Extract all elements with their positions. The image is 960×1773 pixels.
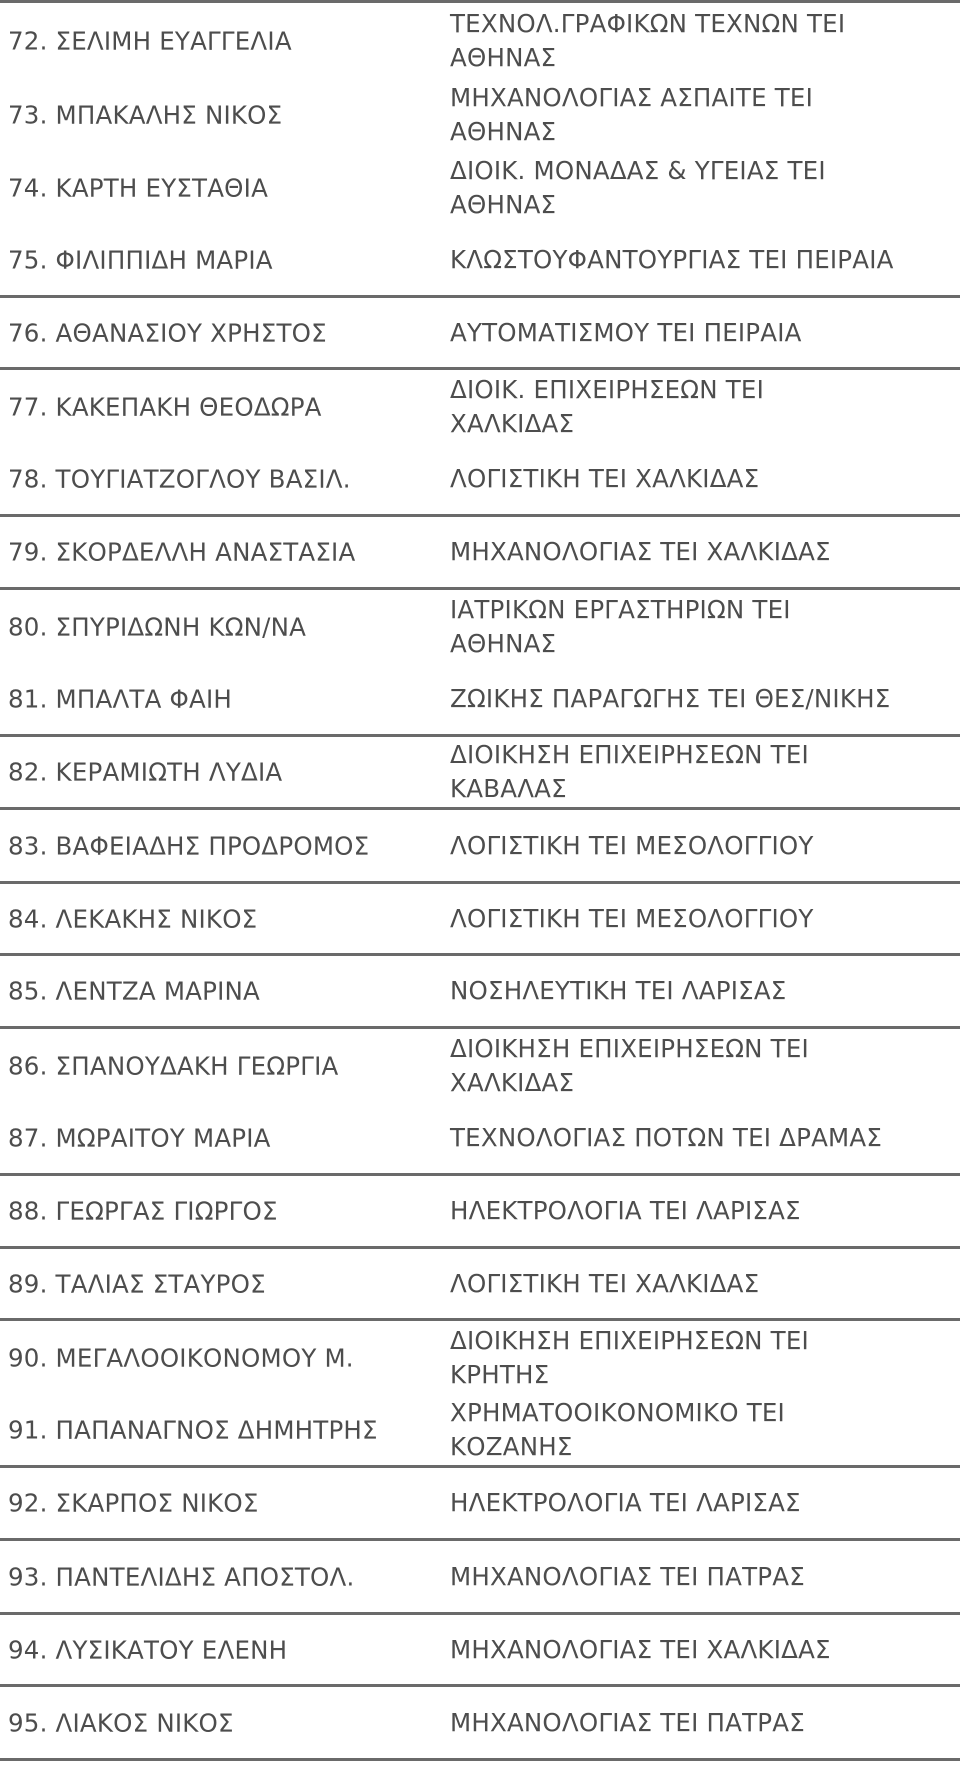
department (450, 1032, 955, 1100)
student-name: 74. ΚΑΡΤΗ ΕΥΣΤΑΘΙΑ (8, 173, 269, 202)
list-row-76 (0, 298, 960, 370)
student-name: 76. ΑΘΑΝΑΣΙΟΥ ΧΡΗΣΤΟΣ (8, 318, 327, 347)
student-name: 89. ΤΑΛΙΑΣ ΣΤΑΥΡΟΣ (8, 1269, 266, 1298)
department (450, 902, 955, 936)
list-row-84 (0, 884, 960, 956)
department-line-2: ΑΘΗΝΑΣ (450, 116, 557, 146)
department-line-2: ΑΘΗΝΑΣ (450, 42, 557, 72)
student-name: 87. ΜΩΡΑΙΤΟΥ ΜΑΡΙΑ (8, 1123, 271, 1152)
list-row-81 (0, 663, 960, 737)
department (450, 7, 955, 75)
department (450, 829, 955, 863)
department (450, 1194, 955, 1228)
student-name: 92. ΣΚΑΡΠΟΣ ΝΙΚΟΣ (8, 1488, 259, 1518)
department-line-2: ΧΑΛΚΙΔΑΣ (450, 1067, 575, 1097)
department-line-1: ΙΑΤΡΙΚΩΝ ΕΡΓΑΣΤΗΡΙΩΝ ΤΕΙ (450, 594, 791, 624)
department-line-1: ΛΟΓΙΣΤΙΚΗ ΤΕΙ ΧΑΛΚΙΔΑΣ (450, 463, 760, 493)
department-line-1: ΚΛΩΣΤΟΥΦΑΝΤΟΥΡΓΙΑΣ ΤΕΙ ΠΕΙΡΑΙΑ (450, 244, 894, 274)
list-row-91 (0, 1394, 960, 1468)
department (450, 154, 955, 222)
student-name: 85. ΛΕΝΤΖΑ ΜΑΡΙΝΑ (8, 976, 261, 1006)
department-line-1: ΗΛΕΚΤΡΟΛΟΓΙΑ ΤΕΙ ΛΑΡΙΣΑΣ (450, 1488, 801, 1517)
department (450, 974, 955, 1008)
department-line-1: ΛΟΓΙΣΤΙΚΗ ΤΕΙ ΜΕΣΟΛΟΓΓΙΟΥ (450, 903, 814, 933)
student-name: 93. ΠΑΝΤΕΛΙΔΗΣ ΑΠΟΣΤΟΛ. (8, 1562, 355, 1591)
department-line-1: ΔΙΟΙΚ. ΜΟΝΑΔΑΣ & ΥΓΕΙΑΣ ΤΕΙ (450, 155, 826, 185)
list-row-86 (0, 1029, 960, 1102)
department (450, 535, 955, 569)
department-line-1: ΗΛΕΚΤΡΟΛΟΓΙΑ ΤΕΙ ΛΑΡΙΣΑΣ (450, 1196, 801, 1225)
list-row-78 (0, 443, 960, 517)
department (450, 316, 955, 350)
department (450, 1560, 955, 1594)
department-line-2: ΑΘΗΝΑΣ (450, 189, 557, 219)
department-line-1: ΜΗΧΑΝΟΛΟΓΙΑΣ ΤΕΙ ΠΑΤΡΑΣ (450, 1561, 805, 1591)
department-line-2: ΧΑΛΚΙΔΑΣ (450, 408, 575, 438)
department-line-1: ΛΟΓΙΣΤΙΚΗ ΤΕΙ ΜΕΣΟΛΟΓΓΙΟΥ (450, 830, 814, 860)
department-line-2: ΚΡΗΤΗΣ (450, 1359, 550, 1389)
list-row-92 (0, 1468, 960, 1541)
department-line-1: ΔΙΟΙΚΗΣΗ ΕΠΙΧΕΙΡΗΣΕΩΝ ΤΕΙ (450, 1033, 809, 1063)
student-name: 86. ΣΠΑΝΟΥΔΑΚΗ ΓΕΩΡΓΙΑ (8, 1051, 339, 1080)
student-name: 77. ΚΑΚΕΠΑΚΗ ΘΕΟΔΩΡΑ (8, 392, 322, 421)
student-name: 80. ΣΠΥΡΙΔΩΝΗ ΚΩΝ/ΝΑ (8, 612, 307, 641)
department (450, 1396, 955, 1464)
student-name: 78. ΤΟΥΓΙΑΤΖΟΓΛΟΥ ΒΑΣΙΛ. (8, 464, 351, 493)
department (450, 373, 955, 441)
department (450, 1121, 955, 1155)
list-row-74 (0, 151, 960, 224)
student-name: 84. ΛΕΚΑΚΗΣ ΝΙΚΟΣ (8, 904, 258, 933)
student-name: 75. ΦΙΛΙΠΠΙΔΗ ΜΑΡΙΑ (8, 245, 273, 274)
department (450, 81, 955, 149)
list-row-80 (0, 590, 960, 663)
student-name: 91. ΠΑΠΑΝΑΓΝΟΣ ΔΗΜΗΤΡΗΣ (8, 1415, 378, 1444)
list-row-73 (0, 78, 960, 151)
list-row-82 (0, 737, 960, 810)
department-line-2: ΚΟΖΑΝΗΣ (450, 1431, 573, 1461)
student-name: 90. ΜΕΓΑΛΟΟΙΚΟΝΟΜΟΥ Μ. (8, 1343, 354, 1372)
department-line-1: ΜΗΧΑΝΟΛΟΓΙΑΣ ΤΕΙ ΧΑΛΚΙΔΑΣ (450, 537, 831, 566)
student-name: 83. ΒΑΦΕΙΑΔΗΣ ΠΡΟΔΡΟΜΟΣ (8, 831, 370, 860)
student-name: 72. ΣΕΛΙΜΗ ΕΥΑΓΓΕΛΙΑ (8, 26, 292, 55)
department (450, 738, 955, 806)
list-row-95 (0, 1687, 960, 1761)
list-row-90 (0, 1321, 960, 1394)
department-line-1: ΧΡΗΜΑΤΟΟΙΚΟΝΟΜΙΚΟ ΤΕΙ (450, 1397, 785, 1427)
department (450, 1486, 955, 1520)
department (450, 462, 955, 496)
department-line-1: ΔΙΟΙΚΗΣΗ ΕΠΙΧΕΙΡΗΣΕΩΝ ΤΕΙ (450, 740, 809, 769)
list-row-88 (0, 1176, 960, 1249)
department-line-1: ΖΩΙΚΗΣ ΠΑΡΑΓΩΓΗΣ ΤΕΙ ΘΕΣ/ΝΙΚΗΣ (450, 683, 891, 713)
student-name: 79. ΣΚΟΡΔΕΛΛΗ ΑΝΑΣΤΑΣΙΑ (8, 537, 356, 567)
student-name: 73. ΜΠΑΚΑΛΗΣ ΝΙΚΟΣ (8, 100, 283, 129)
department-line-1: ΝΟΣΗΛΕΥΤΙΚΗ ΤΕΙ ΛΑΡΙΣΑΣ (450, 976, 787, 1005)
department-line-1: ΤΕΧΝΟΛ.ΓΡΑΦΙΚΩΝ ΤΕΧΝΩΝ ΤΕΙ (450, 8, 846, 38)
list-row-75 (0, 224, 960, 298)
department-line-2: ΑΘΗΝΑΣ (450, 628, 557, 658)
list-row-72 (0, 0, 960, 78)
department (450, 593, 955, 661)
department-line-1: ΑΥΤΟΜΑΤΙΣΜΟΥ ΤΕΙ ΠΕΙΡΑΙΑ (450, 317, 802, 347)
list-row-83 (0, 810, 960, 884)
student-name: 94. ΛΥΣΙΚΑΤΟΥ ΕΛΕΝΗ (8, 1635, 288, 1664)
list-row-87 (0, 1102, 960, 1176)
department (450, 243, 955, 277)
department-line-2: ΚΑΒΑΛΑΣ (450, 774, 567, 803)
student-name: 82. ΚΕΡΑΜΙΩΤΗ ΛΥΔΙΑ (8, 757, 283, 787)
department-line-1: ΔΙΟΙΚ. ΕΠΙΧΕΙΡΗΣΕΩΝ ΤΕΙ (450, 374, 765, 404)
department-line-1: ΜΗΧΑΝΟΛΟΓΙΑΣ ΤΕΙ ΠΑΤΡΑΣ (450, 1707, 805, 1737)
list-row-94 (0, 1615, 960, 1687)
department (450, 1706, 955, 1740)
department (450, 1633, 955, 1667)
department-line-1: ΜΗΧΑΝΟΛΟΓΙΑΣ ΑΣΠΑΙΤΕ ΤΕΙ (450, 82, 814, 112)
department-line-1: ΤΕΧΝΟΛΟΓΙΑΣ ΠΟΤΩΝ ΤΕΙ ΔΡΑΜΑΣ (450, 1122, 883, 1152)
department-line-1: ΜΗΧΑΝΟΛΟΓΙΑΣ ΤΕΙ ΧΑΛΚΙΔΑΣ (450, 1634, 831, 1664)
list-row-77 (0, 370, 960, 443)
student-name: 95. ΛΙΑΚΟΣ ΝΙΚΟΣ (8, 1708, 234, 1737)
department-line-1: ΔΙΟΙΚΗΣΗ ΕΠΙΧΕΙΡΗΣΕΩΝ ΤΕΙ (450, 1325, 809, 1355)
list-row-89 (0, 1249, 960, 1321)
department-line-1: ΛΟΓΙΣΤΙΚΗ ΤΕΙ ΧΑΛΚΙΔΑΣ (450, 1268, 760, 1298)
department (450, 1324, 955, 1392)
list-row-93 (0, 1541, 960, 1615)
student-name: 81. ΜΠΑΛΤΑ ΦΑΙΗ (8, 684, 233, 713)
department (450, 682, 955, 716)
department (450, 1267, 955, 1301)
student-name: 88. ΓΕΩΡΓΑΣ ΓΙΩΡΓΟΣ (8, 1196, 278, 1226)
list-row-79 (0, 517, 960, 590)
list-row-85 (0, 956, 960, 1029)
